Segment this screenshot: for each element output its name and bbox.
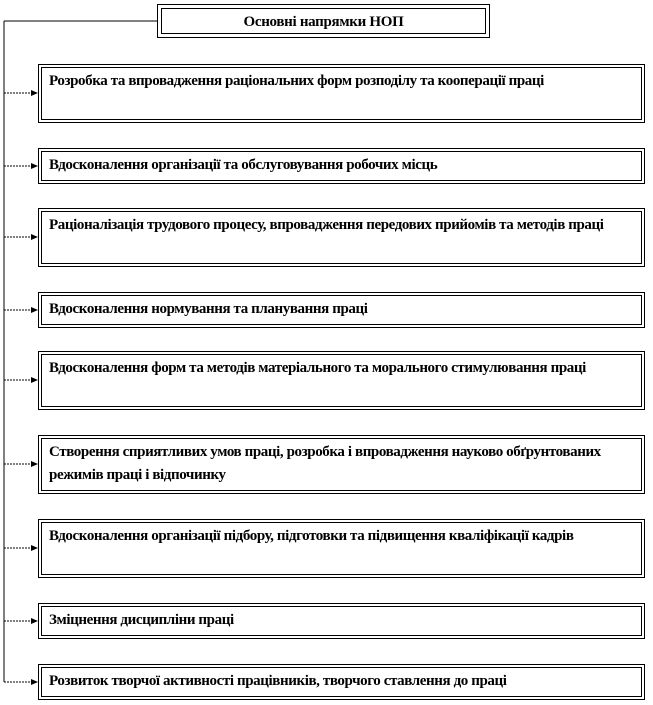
arrow-head-9: [31, 679, 38, 685]
item-box-6: [38, 435, 645, 494]
item-box-4: [38, 292, 645, 328]
item-box-7: [38, 519, 645, 578]
item-box-5: [38, 351, 645, 410]
item-box-3: [38, 208, 645, 267]
arrow-head-3: [31, 234, 38, 240]
item-label-7: Вдосконалення організації підбору, підготовки та підвищення кваліфікації кадрів: [49, 528, 574, 544]
arrow-head-4: [31, 307, 38, 313]
item-label-6: Створення сприятливих умов праці, розробка і впровадження науково обґрунтованих режимів праці і відпочинку: [49, 444, 601, 483]
arrow-head-6: [31, 461, 38, 467]
item-label-2: Вдосконалення організації та обслуговування робочих місць: [49, 157, 438, 173]
item-box-2: [38, 148, 645, 184]
item-box-8: [38, 603, 645, 639]
item-label-8: Зміцнення дисципліни праці: [49, 612, 234, 628]
arrow-head-2: [31, 163, 38, 169]
item-box-9: [38, 664, 645, 700]
arrow-head-1: [31, 90, 38, 96]
item-label-4: Вдосконалення нормування та планування праці: [49, 301, 368, 317]
arrow-head-5: [31, 377, 38, 383]
diagram-title: Основні напрямки НОП: [243, 14, 404, 30]
arrow-head-8: [31, 618, 38, 624]
item-box-1: [38, 64, 645, 123]
item-label-9: Розвиток творчої активності працівників, творчого ставлення до праці: [49, 673, 507, 689]
title-box: [157, 4, 490, 38]
arrow-head-7: [31, 545, 38, 551]
item-label-3: Раціоналізація трудового процесу, впровадження передових прийомів та методів праці: [49, 217, 604, 233]
item-label-5: Вдосконалення форм та методів матеріального та морального стимулювання праці: [49, 360, 586, 376]
item-label-1: Розробка та впровадження раціональних форм розподілу та кооперації праці: [49, 73, 544, 89]
